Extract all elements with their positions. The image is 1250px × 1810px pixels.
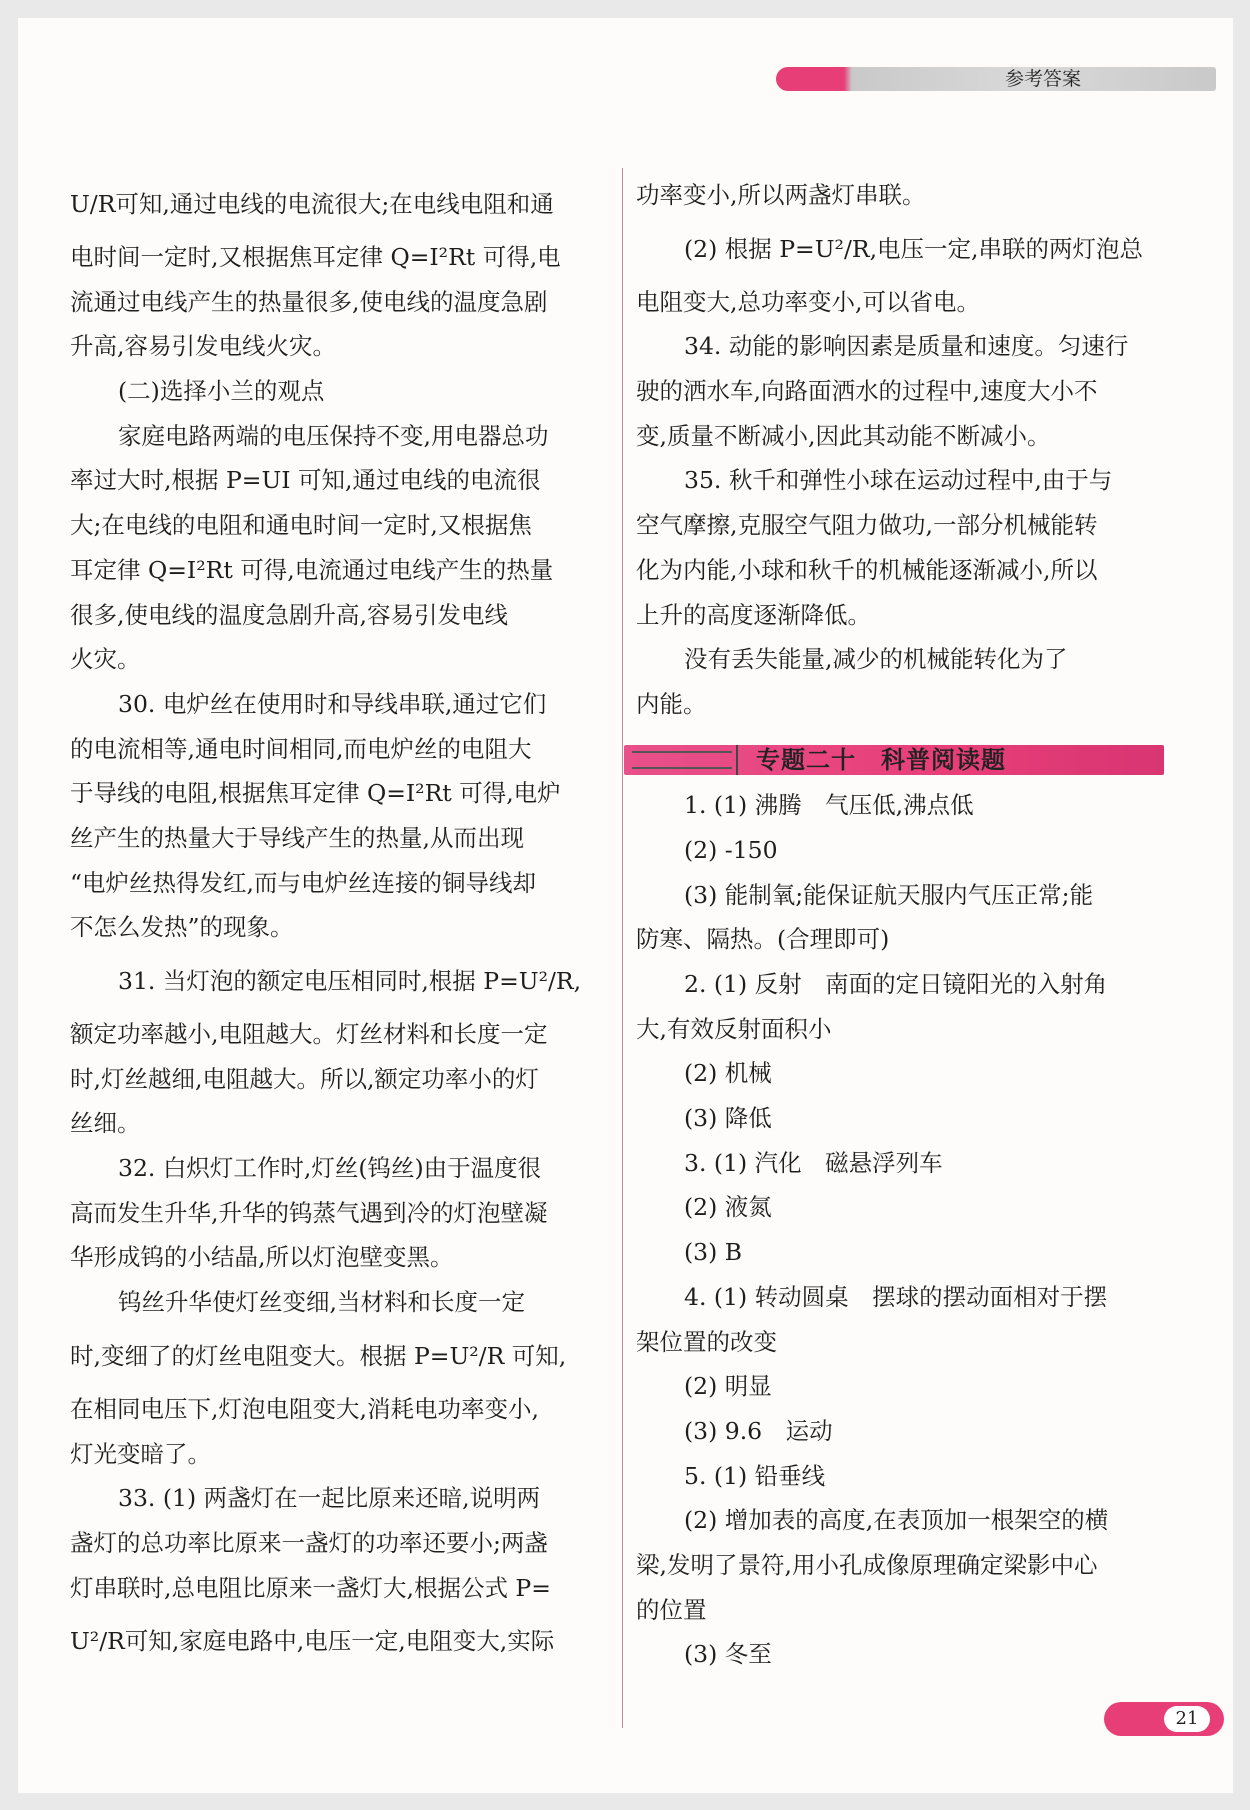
text-line: (2) 机械	[684, 1059, 772, 1088]
text-line: 35. 秋千和弹性小球在运动过程中,由于与	[684, 466, 1113, 495]
text-line: 额定功率越小,电阻越大。灯丝材料和长度一定	[70, 1020, 548, 1048]
text-line: U/R可知,通过电线的电流很大;在电线电阻和通	[70, 190, 554, 218]
text-line: 钨丝升华使灯丝变细,当材料和长度一定	[118, 1288, 525, 1317]
text-line: 火灾。	[70, 645, 141, 674]
text-line: 功率变小,所以两盏灯串联。	[636, 181, 926, 209]
right-column	[636, 173, 1168, 1677]
text-line: 化为内能,小球和秋千的机械能逐渐减小,所以	[636, 555, 1098, 584]
text-line: 很多,使电线的温度急剧升高,容易引发电线	[70, 600, 508, 629]
text-line: 不怎么发热”的现象。	[70, 913, 294, 942]
text-line: 大,有效反射面积小	[636, 1014, 832, 1043]
text-line: 电时间一定时,又根据焦耳定律 Q=I²Rt 可得,电	[70, 243, 561, 271]
text-line: (2) 增加表的高度,在表顶加一根架空的横	[684, 1506, 1109, 1535]
text-line: U²/R可知,家庭电路中,电压一定,电阻变大,实际	[70, 1627, 555, 1656]
text-line: 时,变细了的灯丝电阻变大。根据 P=U²/R 可知,	[70, 1341, 567, 1370]
text-line: 电阻变大,总功率变小,可以省电。	[636, 287, 980, 316]
text-line: 在相同电压下,灯泡电阻变大,消耗电功率变小,	[70, 1394, 539, 1423]
text-line: 空气摩擦,克服空气阻力做功,一部分机械能转	[636, 511, 1098, 540]
text-line: 华形成钨的小结晶,所以灯泡壁变黑。	[70, 1243, 454, 1272]
text-line: 30. 电炉丝在使用时和导线串联,通过它们	[118, 689, 547, 718]
text-line: 防寒、隔热。(合理即可)	[636, 925, 890, 954]
text-line: 流通过电线产生的热量很多,使电线的温度急剧	[70, 287, 548, 316]
topic-header	[636, 737, 1168, 782]
text-line: 34. 动能的影响因素是质量和速度。匀速行	[684, 332, 1129, 361]
text-line: 率过大时,根据 P=UI 可知,通过电线的电流很	[70, 466, 541, 495]
text-line: 32. 白炽灯工作时,灯丝(钨丝)由于温度很	[118, 1154, 542, 1183]
text-line: (2) 明显	[684, 1372, 772, 1401]
text-line: 4. (1) 转动圆桌 摆球的摆动面相对于摆	[684, 1282, 1108, 1311]
topic-title: 专题二十 科普阅读题	[756, 744, 1006, 774]
text-line: 33. (1) 两盏灯在一起比原来还暗,说明两	[118, 1484, 541, 1513]
text-line: 灯串联时,总电阻比原来一盏灯大,根据公式 P=	[70, 1573, 551, 1602]
text-line: 3. (1) 汽化 磁悬浮列车	[684, 1148, 943, 1177]
text-line: 时,灯丝越细,电阻越大。所以,额定功率小的灯	[70, 1064, 539, 1093]
topic-bar-lines	[632, 751, 732, 769]
text-line: (2) -150	[684, 835, 778, 864]
text-line: (3) 9.6 运动	[684, 1416, 833, 1445]
text-line: 丝产生的热量大于导线产生的热量,从而出现	[70, 823, 524, 852]
text-line: 2. (1) 反射 南面的定日镜阳光的入射角	[684, 970, 1108, 998]
text-line: 升高,容易引发电线火灾。	[70, 332, 336, 361]
text-line: 大;在电线的电阻和通电时间一定时,又根据焦	[70, 511, 532, 540]
text-line: 5. (1) 铅垂线	[684, 1461, 826, 1490]
text-line: 31. 当灯泡的额定电压相同时,根据 P=U²/R,	[118, 967, 582, 995]
text-line: 1. (1) 沸腾 气压低,沸点低	[684, 791, 974, 820]
text-line: 灯光变暗了。	[70, 1439, 211, 1468]
text-line: 高而发生升华,升华的钨蒸气遇到冷的灯泡壁凝	[70, 1198, 548, 1227]
text-line: 于导线的电阻,根据焦耳定律 Q=I²Rt 可得,电炉	[70, 779, 561, 808]
left-column	[70, 173, 602, 1672]
text-line: 变,质量不断减小,因此其动能不断减小。	[636, 421, 1051, 450]
text-line: 梁,发明了景符,用小孔成像原理确定梁影中心	[636, 1550, 1098, 1579]
text-line: 上升的高度逐渐降低。	[636, 600, 871, 629]
text-line: 架位置的改变	[636, 1327, 777, 1356]
text-line: 的电流相等,通电时间相同,而电炉丝的电阻大	[70, 734, 532, 763]
text-line: 家庭电路两端的电压保持不变,用电器总功	[118, 421, 549, 450]
text-line: “电炉丝热得发红,而与电炉丝连接的铜导线却	[70, 868, 536, 897]
text-line: (3) 降低	[684, 1104, 772, 1133]
text-line: 内能。	[636, 689, 707, 718]
column-divider	[622, 168, 623, 1728]
page	[18, 18, 1233, 1793]
text-line: 耳定律 Q=I²Rt 可得,电流通过电线产生的热量	[70, 555, 554, 584]
text-line: 驶的洒水车,向路面洒水的过程中,速度大小不	[636, 377, 1098, 406]
header-label: 参考答案	[1004, 68, 1081, 90]
text-line: (3) 能制氧;能保证航天服内气压正常;能	[684, 880, 1094, 909]
text-line: (3) 冬至	[684, 1640, 772, 1669]
text-line: 的位置	[636, 1595, 707, 1624]
topic-bar-separator	[736, 745, 738, 775]
text-line: (2) 根据 P=U²/R,电压一定,串联的两灯泡总	[684, 234, 1144, 263]
page-number: 21	[1164, 1706, 1210, 1732]
text-line: 盏灯的总功率比原来一盏灯的功率还要小;两盏	[70, 1528, 548, 1557]
text-line: 没有丢失能量,减少的机械能转化为了	[684, 645, 1068, 674]
text-line: (二)选择小兰的观点	[118, 377, 325, 406]
text-line: (2) 液氮	[684, 1193, 772, 1222]
text-line: 丝细。	[70, 1109, 141, 1138]
text-line: (3) B	[684, 1238, 743, 1267]
